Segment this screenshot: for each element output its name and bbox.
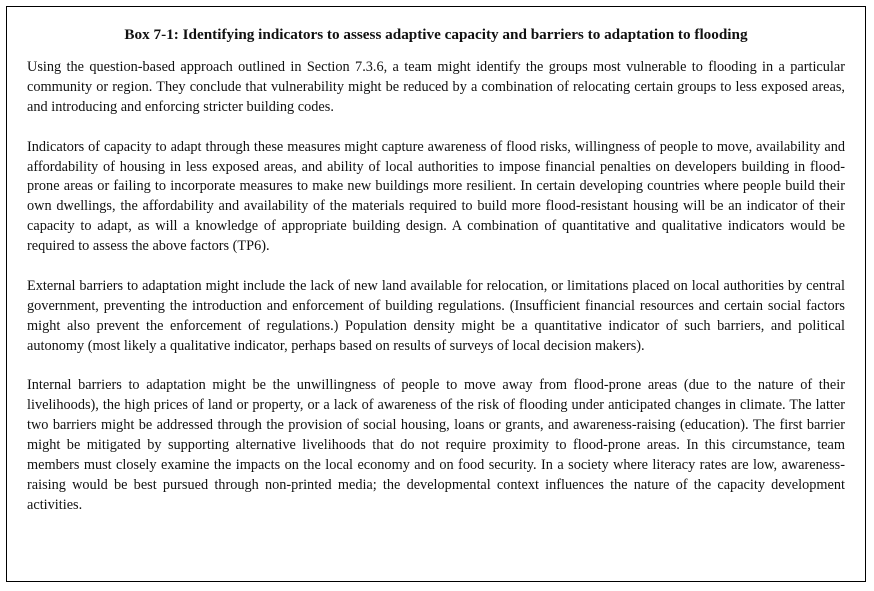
paragraph-internal-barriers: Internal barriers to adaptation might be the unwillingness of people to move away from flood-prone areas (due to the nature of their livelihoods), the high prices of land or property, or a lack of awareness of the risk of flooding under anticipated changes in climate. The latter two barriers might be addressed through the provision of social housing, loans or grants, and awareness-raising (education). The first barrier might be mitigated by supporting alternative livelihoods that do not require proximity to flood-prone areas. In this circumstance, team members must closely examine the impacts on the local economy and on food security. In a society where literacy rates are low, awareness-raising would be best pursued through non-printed media; the developmental context influences the nature of the capacity development activities.	[27, 377, 845, 513]
paragraph-external-barriers: External barriers to adaptation might include the lack of new land available for relocation, or limitations placed on local authorities by central government, preventing the introduction and enforcement of building regulations. (Insufficient financial resources and certain social factors might also prevent the enforcement of regulations.) Population density might be a quantitative indicator of such barriers, and political autonomy (most likely a qualitative indicator, perhaps based on results of surveys of local decision makers).	[27, 277, 845, 354]
box-title: Box 7-1: Identifying indicators to assess adaptive capacity and barriers to adaptation to flooding	[124, 26, 748, 43]
text-box	[6, 6, 866, 582]
paragraph-intro: Using the question-based approach outlined in Section 7.3.6, a team might identify the groups most vulnerable to flooding in a particular community or region. They conclude that vulnerability might be reduced by a combination of relocating certain groups to less exposed areas, and introducing and enforcing stricter building codes.	[27, 59, 845, 115]
paragraph-capacity-indicators: Indicators of capacity to adapt through these measures might capture awareness of flood risks, willingness of people to move, availability and affordability of housing in less exposed areas, and ability of local authorities to impose financial penalties on developers building in flood-prone areas or failing to incorporate measures to make new buildings more resilient. In certain developing countries where people build their own dwellings, the affordability and availability of the materials required to build more flood-resistant housing will be an indicator of their capacity to adapt, as will a knowledge of appropriate building design. A combination of quantitative and qualitative indicators would be required to assess the above factors (TP6).	[27, 138, 845, 255]
